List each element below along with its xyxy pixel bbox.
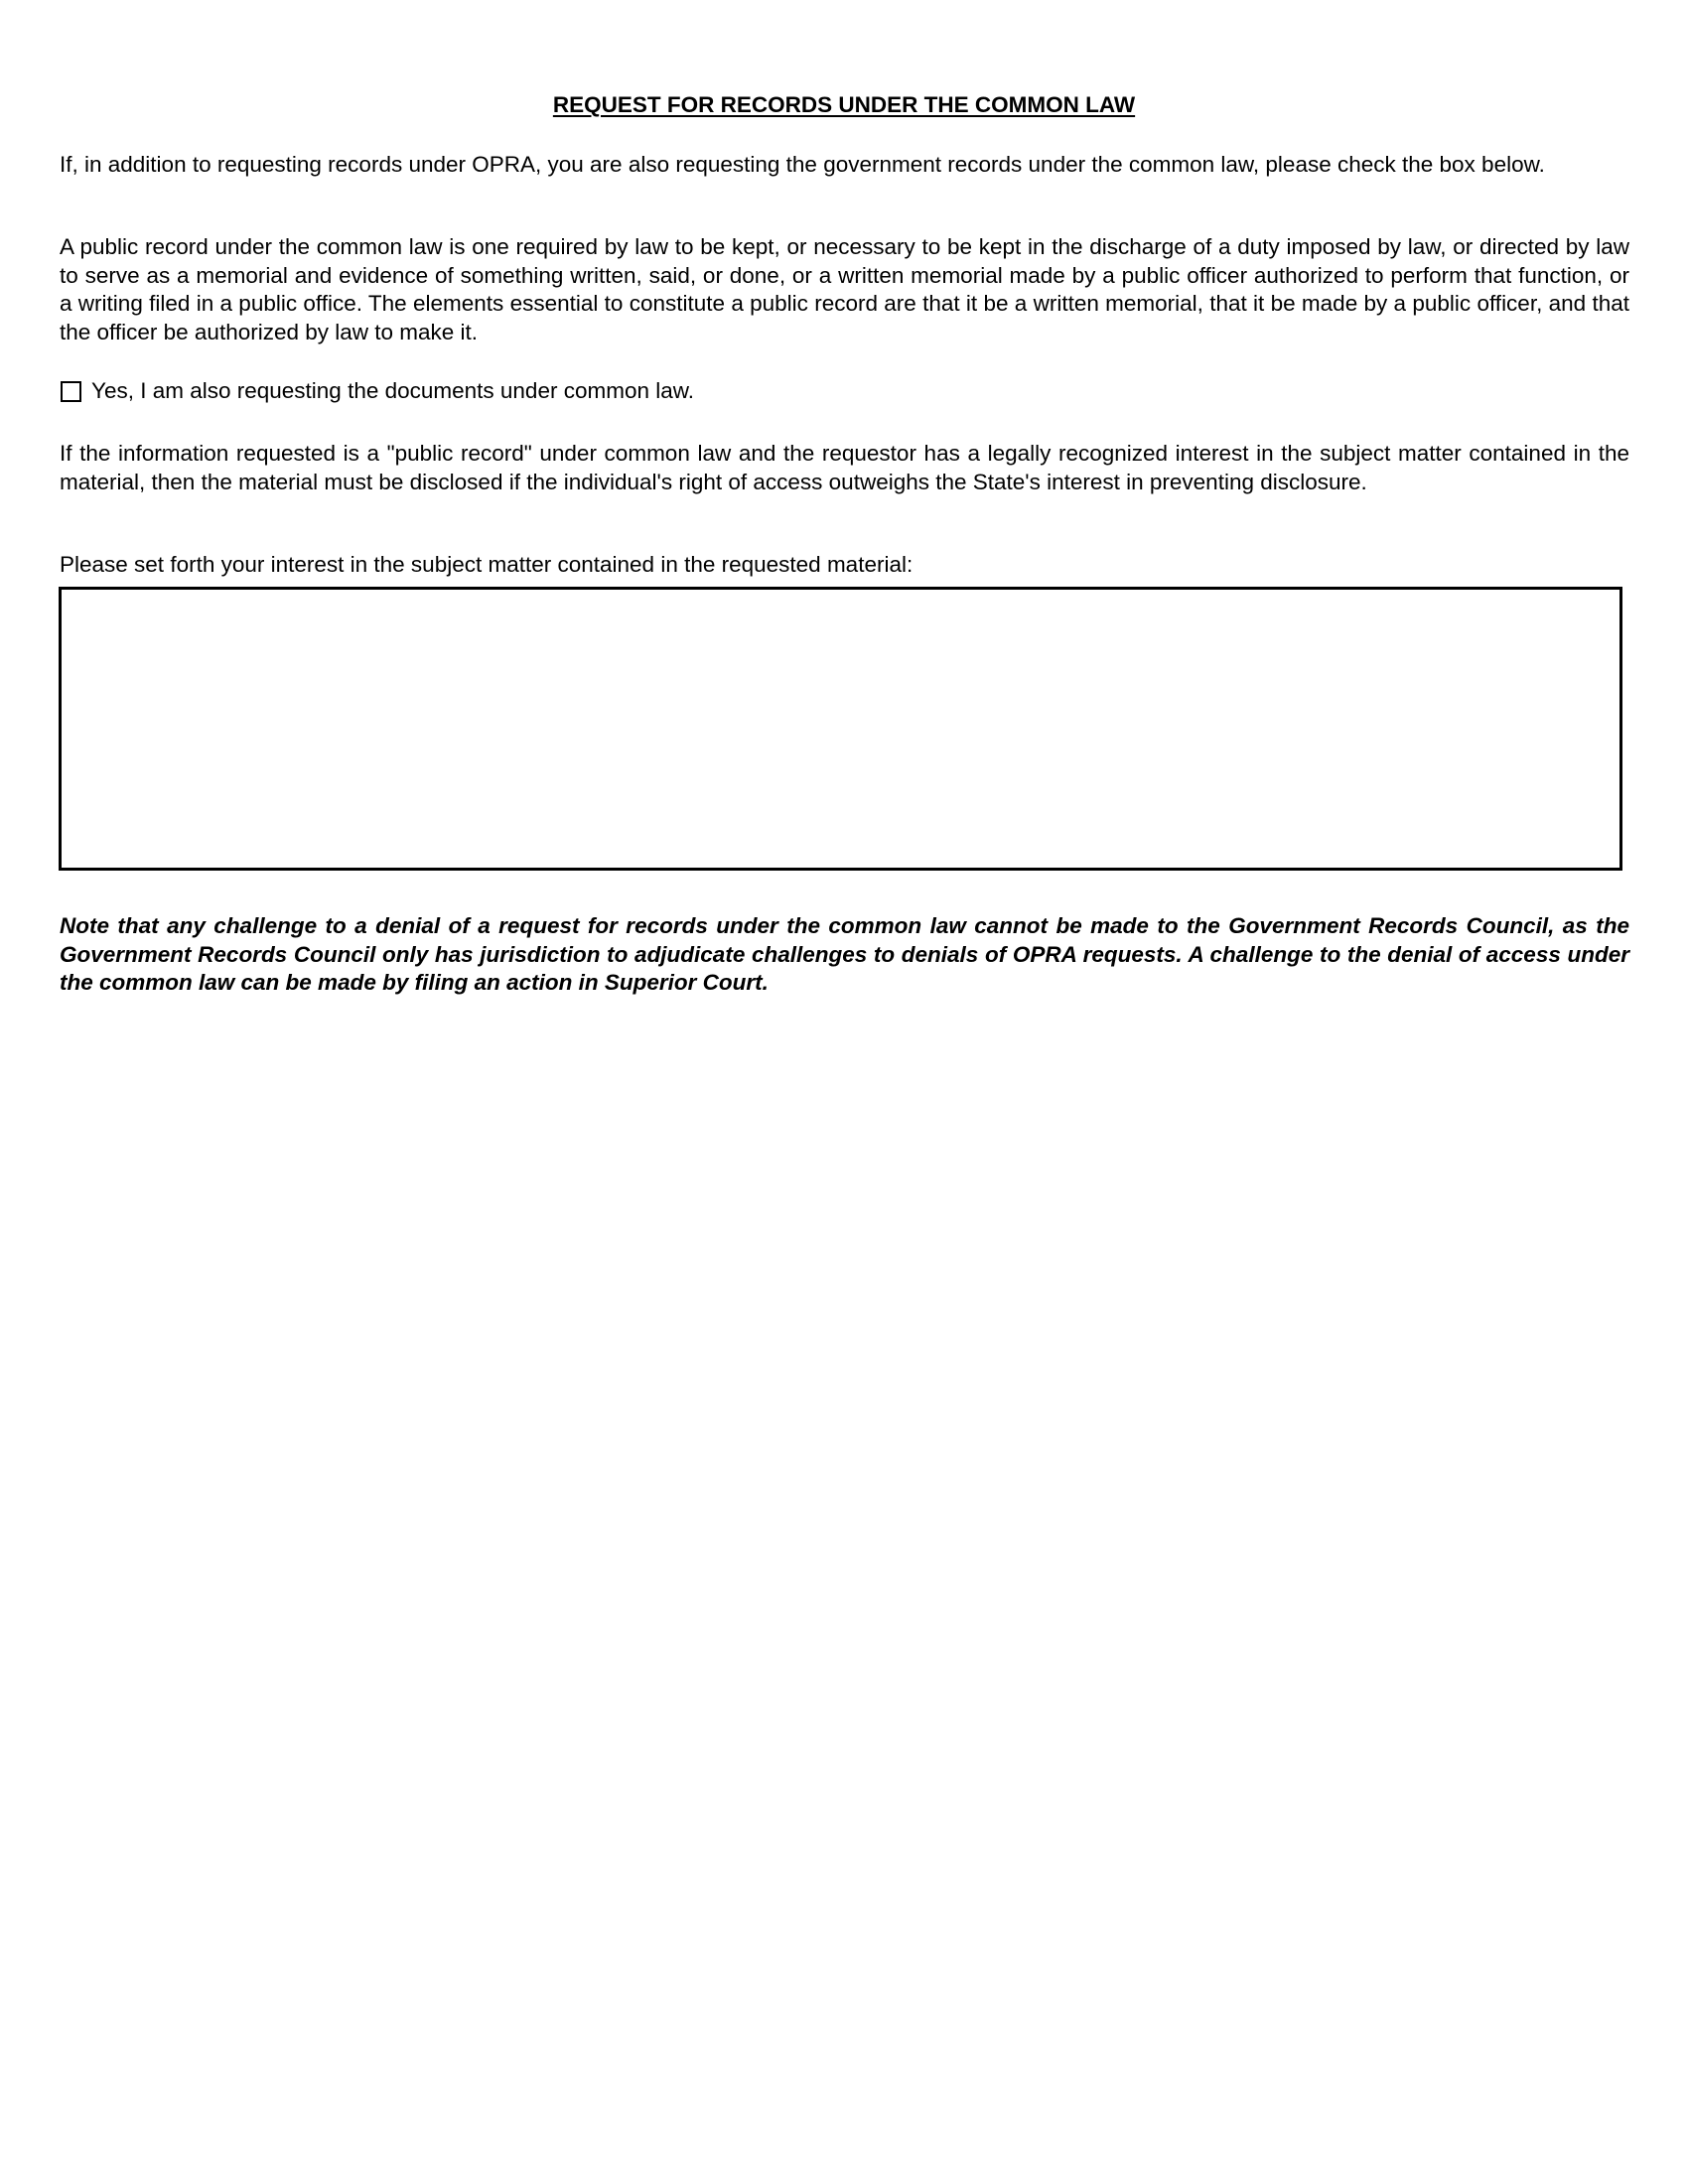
common-law-request-option[interactable] bbox=[61, 377, 694, 405]
interest-prompt-label: Please set forth your interest in the subject matter contained in the requested material: bbox=[60, 552, 914, 577]
common-law-request-checkbox[interactable] bbox=[61, 381, 81, 402]
page-title: REQUEST FOR RECORDS UNDER THE COMMON LAW bbox=[552, 92, 1136, 117]
superior-court-note: Note that any challenge to a denial of a request for records under the common law cannot be made to the Government Records Council, as the Government Records Council only has jurisdiction to adjudicate challenges to denials of OPRA requests. A challenge to the denial of access under the common law can be made by filing an action in Superior Court. bbox=[60, 913, 1629, 996]
common-law-request-checkbox-label: Yes, I am also requesting the documents under common law. bbox=[91, 377, 695, 403]
definition-paragraph: A public record under the common law is one required by law to be kept, or necessary to be kept in the discharge of a duty imposed by law, or directed by law to serve as a memorial and evidence of something written, said, or done, or a written memorial made by a public officer authorized to perform that function, or a writing filed in a public office. The elements essential to constitute a public record are that it be a written memorial, that it be made by a public officer, and that the officer be authorized by law to make it. bbox=[60, 234, 1629, 344]
intro-paragraph: If, in addition to requesting records under OPRA, you are also requesting the government records under the common law, please check the box below. bbox=[60, 152, 1545, 177]
disclosure-paragraph: If the information requested is a "public record" under common law and the requestor has a legally recognized interest in the subject matter contained in the material, then the material must be disclosed if the individual's right of access outweighs the State's interest in preventing disclosure. bbox=[60, 441, 1629, 494]
interest-textarea[interactable] bbox=[59, 587, 1622, 871]
